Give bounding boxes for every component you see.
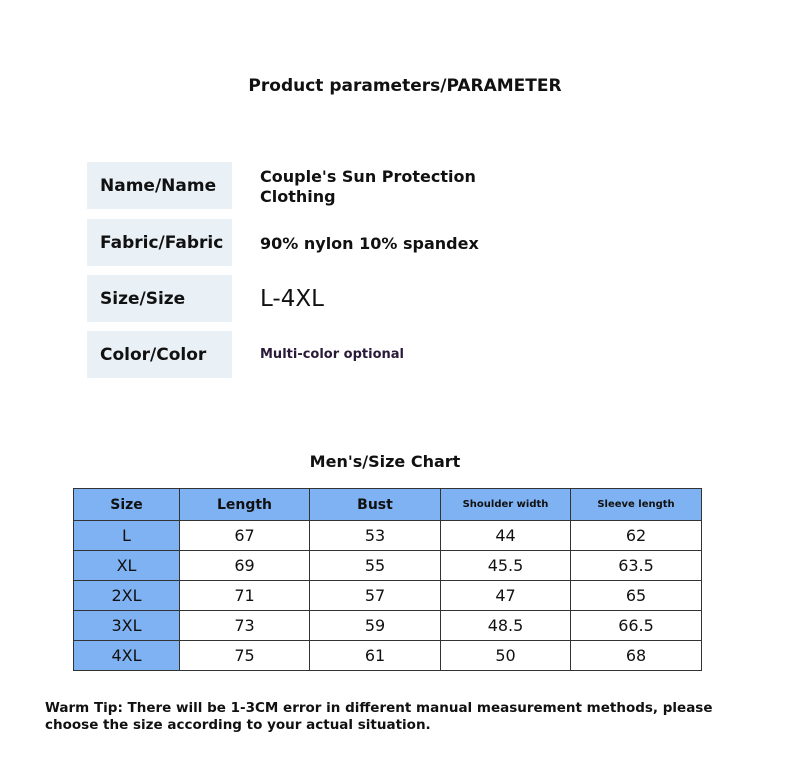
cell-shoulder-width: 45.5 [441,551,571,581]
param-value-color: Multi-color optional [260,347,404,362]
param-label-size: Size/Size [87,275,232,322]
cell-bust: 57 [310,581,441,611]
cell-bust: 53 [310,521,441,551]
cell-shoulder-width: 44 [441,521,571,551]
size-chart-title: Men's/Size Chart [309,452,461,471]
param-value-name: Couple's Sun Protection Clothing [260,167,476,206]
table-row [74,581,702,611]
cell-sleeve-length: 62 [571,521,702,551]
cell-size: 4XL [74,641,180,671]
param-label-name: Name/Name [87,162,232,209]
cell-shoulder-width: 48.5 [441,611,571,641]
size-chart-header-row [74,489,702,521]
cell-sleeve-length: 65 [571,581,702,611]
param-label-fabric: Fabric/Fabric [87,219,232,266]
cell-bust: 61 [310,641,441,671]
size-chart-table [73,488,702,671]
param-label-color: Color/Color [87,331,232,378]
header-bust: Bust [310,489,441,521]
cell-length: 69 [180,551,310,581]
cell-bust: 59 [310,611,441,641]
table-row [74,521,702,551]
cell-shoulder-width: 47 [441,581,571,611]
cell-bust: 55 [310,551,441,581]
cell-length: 71 [180,581,310,611]
cell-size: 3XL [74,611,180,641]
header-shoulder-width: Shoulder width [441,489,571,521]
table-row [74,551,702,581]
page-title: Product parameters/PARAMETER [248,76,562,96]
header-size: Size [74,489,180,521]
header-length: Length [180,489,310,521]
param-value-fabric: 90% nylon 10% spandex [260,234,479,253]
cell-sleeve-length: 68 [571,641,702,671]
table-row [74,611,702,641]
header-sleeve-length: Sleeve length [571,489,702,521]
cell-size: L [74,521,180,551]
cell-size: XL [74,551,180,581]
warm-tip-text: Warm Tip: There will be 1-3CM error in different manual measurement methods, please choose the size according to your actual situation. [45,700,713,733]
param-value-size: L-4XL [260,286,324,312]
cell-length: 73 [180,611,310,641]
cell-shoulder-width: 50 [441,641,571,671]
cell-length: 75 [180,641,310,671]
cell-sleeve-length: 63.5 [571,551,702,581]
cell-sleeve-length: 66.5 [571,611,702,641]
table-row [74,641,702,671]
cell-size: 2XL [74,581,180,611]
cell-length: 67 [180,521,310,551]
